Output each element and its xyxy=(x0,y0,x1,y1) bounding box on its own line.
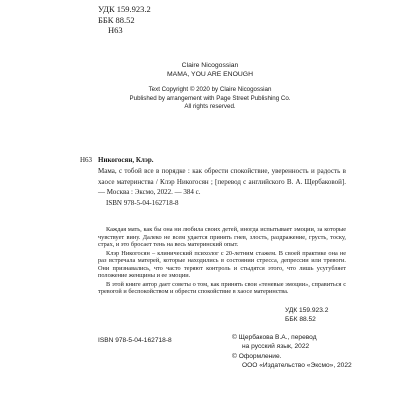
rights-line-2: Published by arrangement with Page Street Publishing Co. xyxy=(129,94,291,102)
annotation xyxy=(98,226,346,297)
translation-copyright: © Щербакова В.А., перевод xyxy=(232,334,317,341)
original-author: Claire Nicogossian xyxy=(181,62,239,69)
author-mark: Н63 xyxy=(108,25,123,35)
publisher-copyright: ООО «Издательство «Эксмо», 2022 xyxy=(242,362,352,370)
original-title: MAMA, YOU ARE ENOUGH xyxy=(167,71,253,78)
rights-line-1: Text Copyright © 2020 by Claire Nicogossian xyxy=(148,86,272,93)
bottom-classification xyxy=(285,307,328,324)
translation-copyright-cont: на русский язык, 2022 xyxy=(242,343,310,351)
rights-notice xyxy=(0,86,420,112)
biblio-isbn: ISBN 978-5-04-162718-8 xyxy=(106,199,179,208)
bbk-code: ББК 88.52 xyxy=(98,14,135,25)
original-edition xyxy=(0,61,420,79)
udk-code: УДК 159.923.2 xyxy=(98,4,151,14)
annotation-paragraph-3: В этой книге автор дает советы о том, как принять свои «теневые эмоции», справиться с тревогой и беспокойством и обрести спокойствие в хаосе материнства. xyxy=(98,280,346,295)
copyright-notices xyxy=(232,333,352,371)
bibliographic-record xyxy=(80,155,346,209)
biblio-description: Мама, с тобой все в порядке : как обрести спокойствие, уверенность и радость в хаосе материнства / Клэр Никогосян ; [перевод с английского В. А. Щербаковой]. — Москва : Эксмо, 2022. — 384 с. xyxy=(98,166,346,197)
biblio-code: Н63 xyxy=(80,156,93,164)
annotation-paragraph-1: Каждая мать, как бы она ни любила своих детей, иногда испытывает эмоции, за которые чувствует вину. Далеко не всем удается принять гнев, злость, раздражение, грусть, тоску, страх, и это бросает тень на весь материнский опыт. xyxy=(98,226,346,248)
classification-codes xyxy=(98,4,151,36)
bottom-udk: УДК 159.923.2 xyxy=(285,307,329,314)
annotation-paragraph-2: Клэр Никогосян – клинический психолог с 20-летним стажем. В своей практике она не раз встречала матерей, которые находились в состоянии стресса, депрессии или тревоги. Они признавались, что часто теряют контроль и стыдятся этого, что лишь усугубляет положение женщины и ее эмоции. xyxy=(98,249,346,279)
bottom-bbk: ББК 88.52 xyxy=(285,315,316,323)
rights-line-3: All rights reserved. xyxy=(184,103,236,111)
biblio-author-line xyxy=(80,155,346,166)
design-copyright: © Оформление. xyxy=(232,352,282,360)
bottom-isbn: ISBN 978-5-04-162718-8 xyxy=(98,337,172,344)
biblio-author: Никогосян, Клэр. xyxy=(98,156,154,164)
